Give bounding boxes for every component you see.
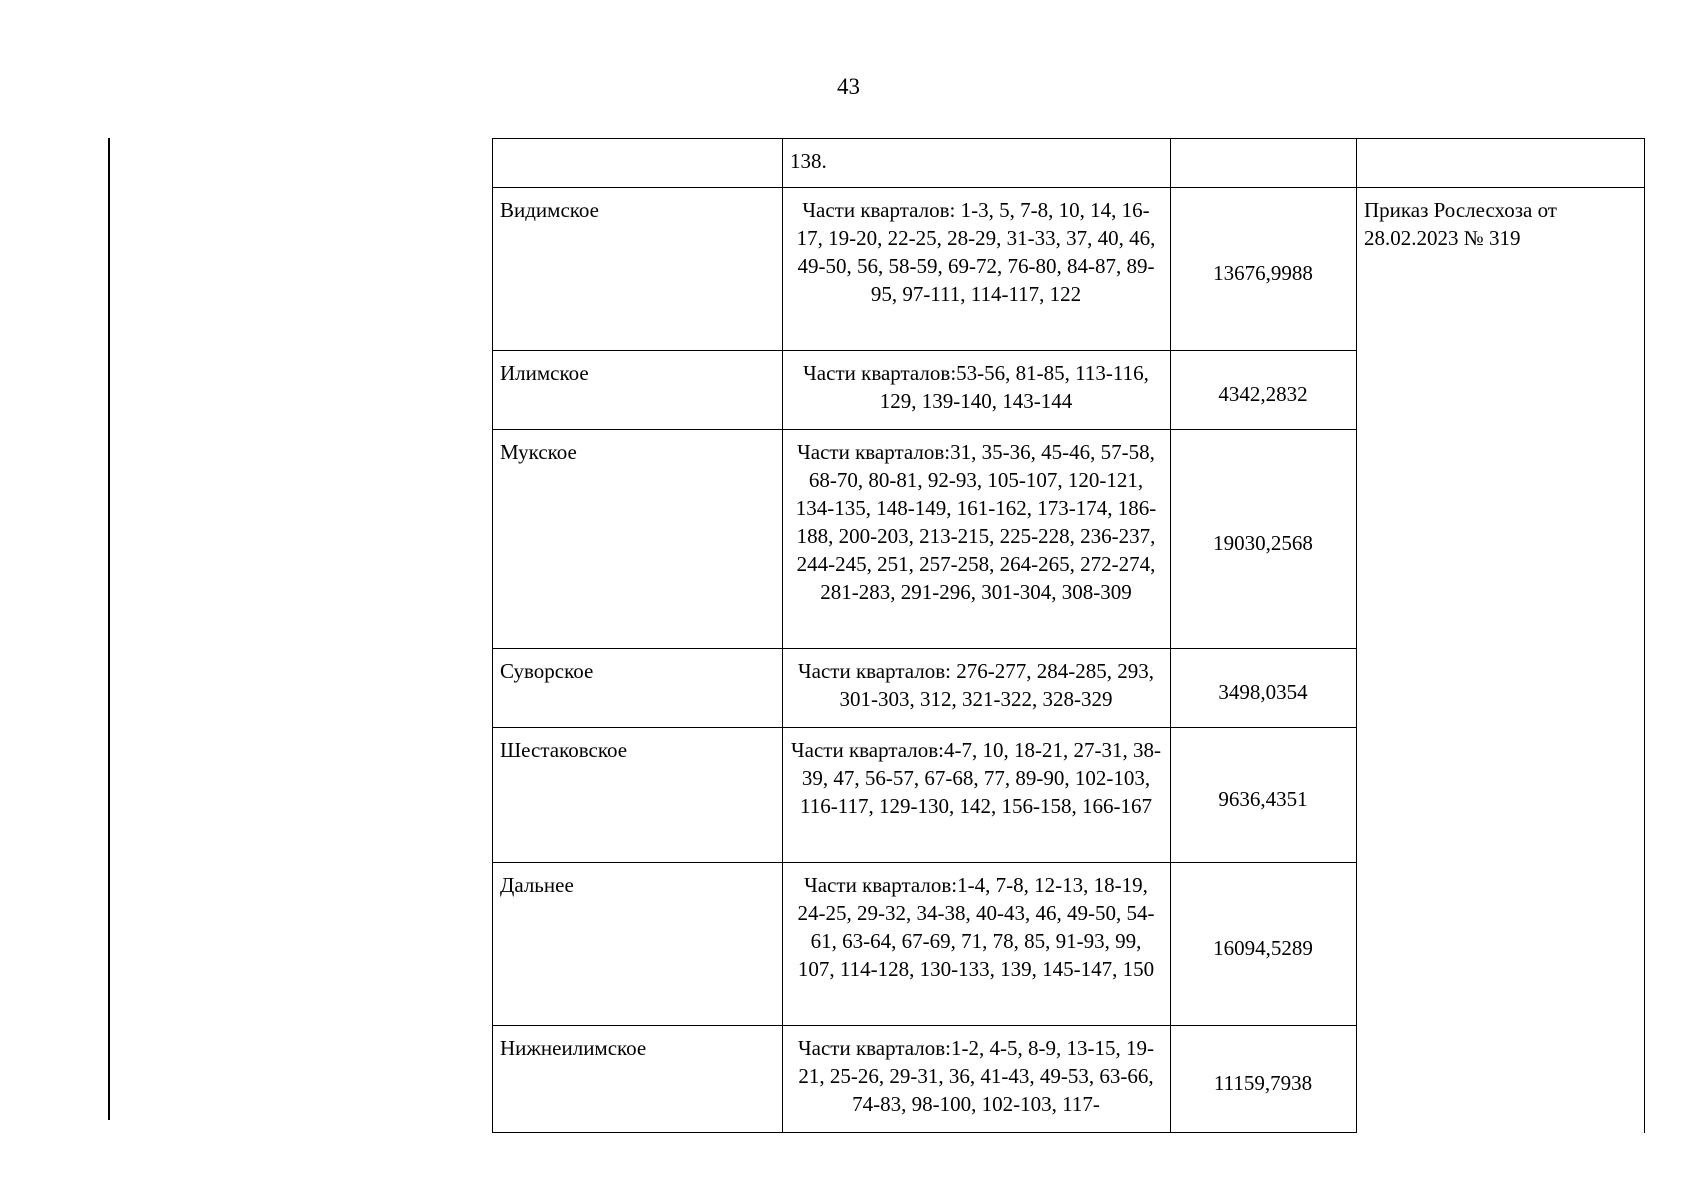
quarters-cell: Части кварталов: 1-3, 5, 7-8, 10, 14, 16-17, 19-20, 22-25, 28-29, 31-33, 37, 40, 46, 49-50, 56, 58-59, 69-72, 76-80, 84-87, 89-95, 97-111, 114-117, 122 xyxy=(783,188,1171,351)
forestry-name: Мукское xyxy=(493,430,783,649)
forestry-name: Суворское xyxy=(493,649,783,728)
document-cell xyxy=(1357,139,1645,188)
area-cell: 11159,7938 xyxy=(1171,1026,1357,1133)
document-reference: Приказ Рослесхоза от 28.02.2023 № 319 xyxy=(1357,188,1645,1133)
area-cell: 3498,0354 xyxy=(1171,649,1357,728)
quarters-cell: Части кварталов:4-7, 10, 18-21, 27-31, 38-39, 47, 56-57, 67-68, 77, 89-90, 102-103, 116-117, 129-130, 142, 156-158, 166-167 xyxy=(783,728,1171,863)
area-cell: 9636,4351 xyxy=(1171,728,1357,863)
area-cell xyxy=(1171,139,1357,188)
margin-line xyxy=(108,138,110,1120)
quarters-cell: Части кварталов:31, 35-36, 45-46, 57-58, 68-70, 80-81, 92-93, 105-107, 120-121, 134-135, 148-149, 161-162, 173-174, 186-188, 200-203, 213-215, 225-228, 236-237, 244-245, 251, 257-258, 264-265, 272-274, 281-283, 291-296, 301-304, 308-309 xyxy=(783,430,1171,649)
forestry-name: Дальнее xyxy=(493,863,783,1026)
area-cell: 19030,2568 xyxy=(1171,430,1357,649)
quarters-cell: Части кварталов:1-4, 7-8, 12-13, 18-19, 24-25, 29-32, 34-38, 40-43, 46, 49-50, 54-61, 63-64, 67-69, 71, 78, 85, 91-93, 99, 107, 114-128, 130-133, 139, 145-147, 150 xyxy=(783,863,1171,1026)
forestry-name: Видимское xyxy=(493,188,783,351)
forestry-name: Илимское xyxy=(493,351,783,430)
quarters-cell: 138. xyxy=(783,139,1171,188)
forestry-name: Нижнеилимское xyxy=(493,1026,783,1133)
forest-quarters-table xyxy=(492,138,1645,1133)
quarters-cell: Части кварталов:1-2, 4-5, 8-9, 13-15, 19-21, 25-26, 29-31, 36, 41-43, 49-53, 63-66, 74-83, 98-100, 102-103, 117- xyxy=(783,1026,1171,1133)
area-cell: 16094,5289 xyxy=(1171,863,1357,1026)
name-cell xyxy=(493,139,783,188)
area-cell: 13676,9988 xyxy=(1171,188,1357,351)
quarters-cell: Части кварталов: 276-277, 284-285, 293, 301-303, 312, 321-322, 328-329 xyxy=(783,649,1171,728)
quarters-cell: Части кварталов:53-56, 81-85, 113-116, 129, 139-140, 143-144 xyxy=(783,351,1171,430)
page-number: 43 xyxy=(837,74,860,99)
area-cell: 4342,2832 xyxy=(1171,351,1357,430)
table-row xyxy=(493,139,1645,188)
forestry-name: Шестаковское xyxy=(493,728,783,863)
table-row xyxy=(493,188,1645,351)
